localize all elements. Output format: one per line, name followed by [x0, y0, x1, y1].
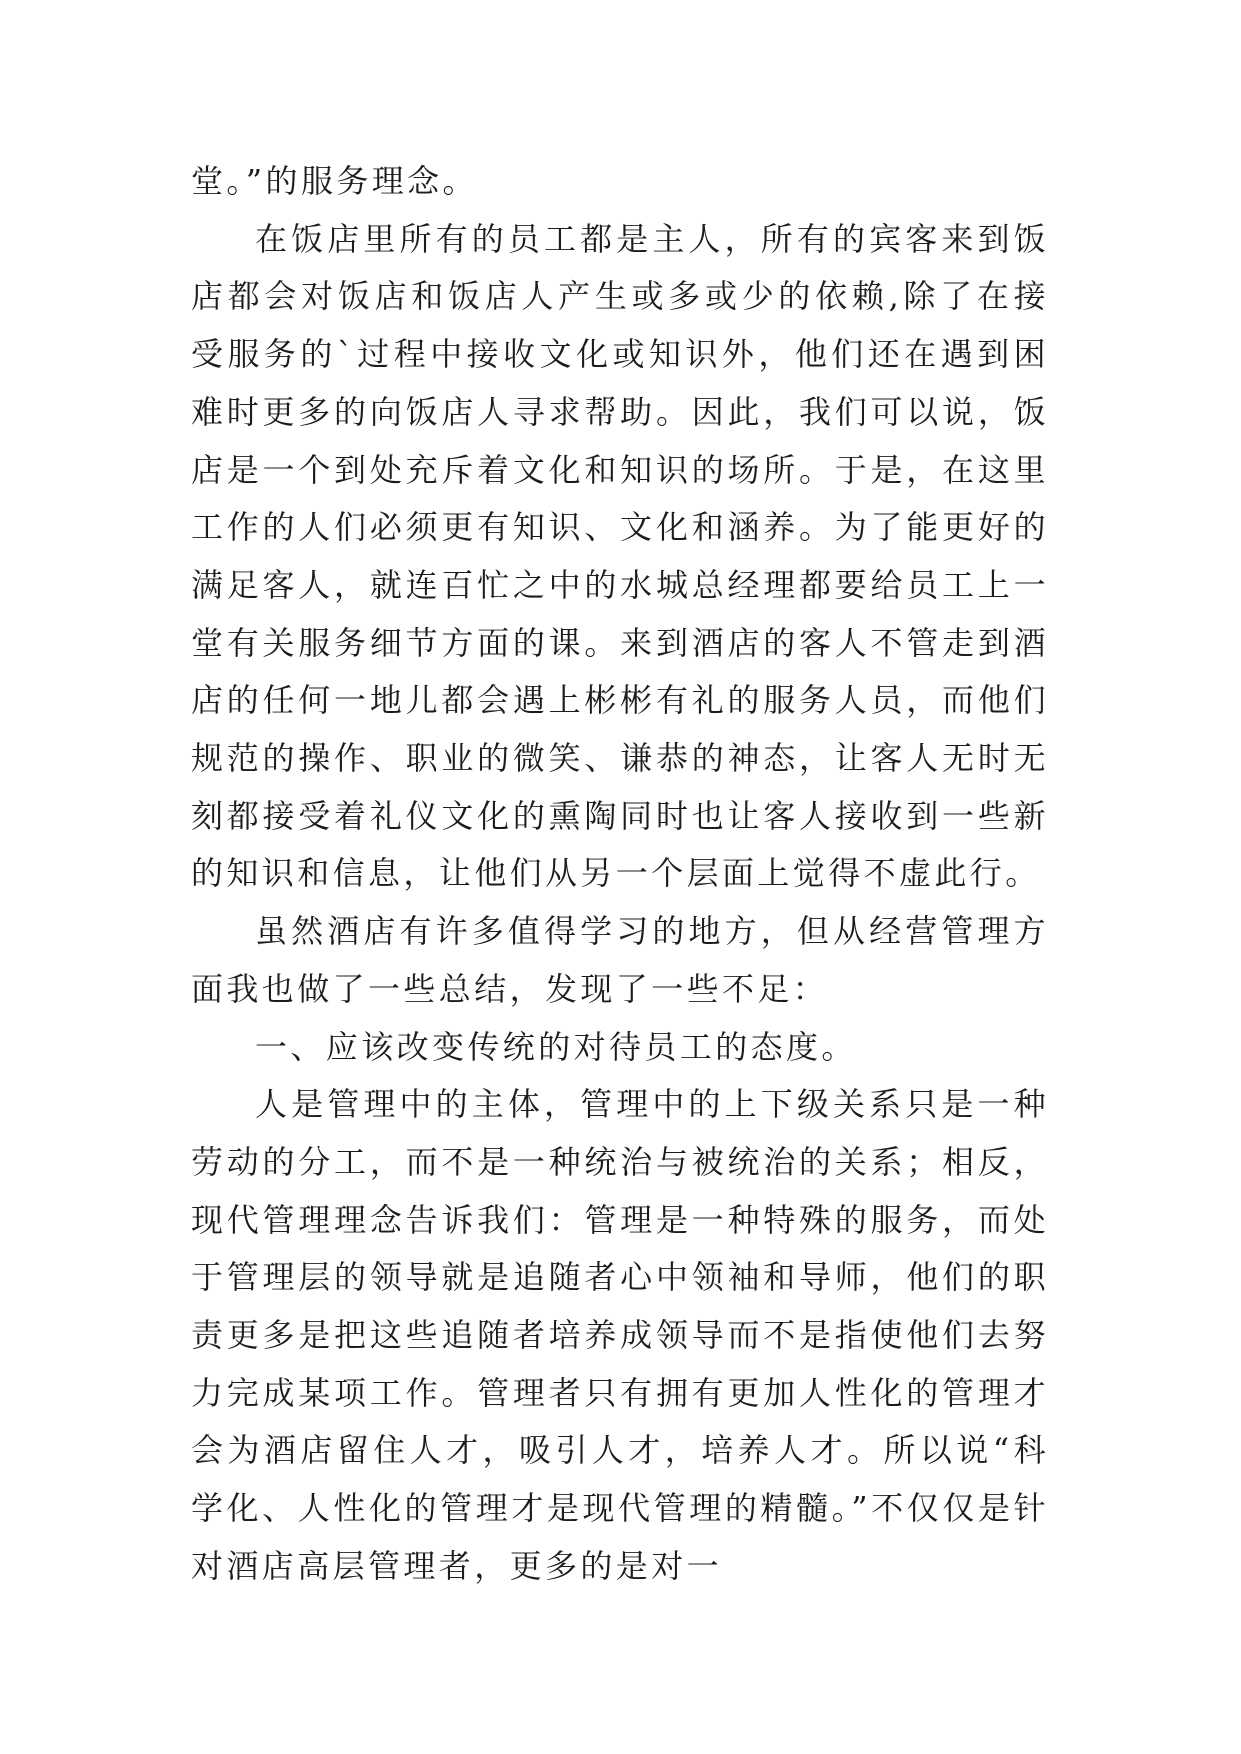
paragraph-management-philosophy: 人是管理中的主体，管理中的上下级关系只是一种劳动的分工，而不是一种统治与被统治的关系；相反，现代管理理念告诉我们：管理是一种特殊的服务，而处于管理层的领导就是追随者心中领袖和导师，他们的职责更多是把这些追随者培养成领导而不是指使他们去努力完成某项工作。管理者只有拥有更加人性化的管理才会为酒店留住人才，吸引人才，培养人才。所以说“科学化、人性化的管理才是现代管理的精髓。”不仅仅是针对酒店高层管理者，更多的是对一	[191, 1085, 1049, 1585]
paragraph-continuation: 堂。”的服务理念。	[191, 162, 478, 200]
section-heading-one: 一、应该改变传统的对待员工的态度。	[255, 1027, 857, 1066]
paragraph-shortcomings-intro: 虽然酒店有许多值得学习的地方，但从经营管理方面我也做了一些总结，发现了一些不足：	[191, 912, 1049, 1008]
document-body	[191, 153, 1049, 1596]
paragraph-hotel-culture: 在饭店里所有的员工都是主人，所有的宾客来到饭店都会对饭店和饭店人产生或多或少的依赖,除了在接受服务的`过程中接收文化或知识外，他们还在遇到困难时更多的向饭店人寻求帮助。因此，我们可以说，饭店是一个到处充斥着文化和知识的场所。于是，在这里工作的人们必须更有知识、文化和涵养。为了能更好的满足客人，就连百忙之中的水城总经理都要给员工上一堂有关服务细节方面的课。来到酒店的客人不管走到酒店的任何一地儿都会遇上彬彬有礼的服务人员，而他们规范的操作、职业的微笑、谦恭的神态，让客人无时无刻都接受着礼仪文化的熏陶同时也让客人接收到一些新的知识和信息，让他们从另一个层面上觉得不虚此行。	[191, 219, 1049, 893]
